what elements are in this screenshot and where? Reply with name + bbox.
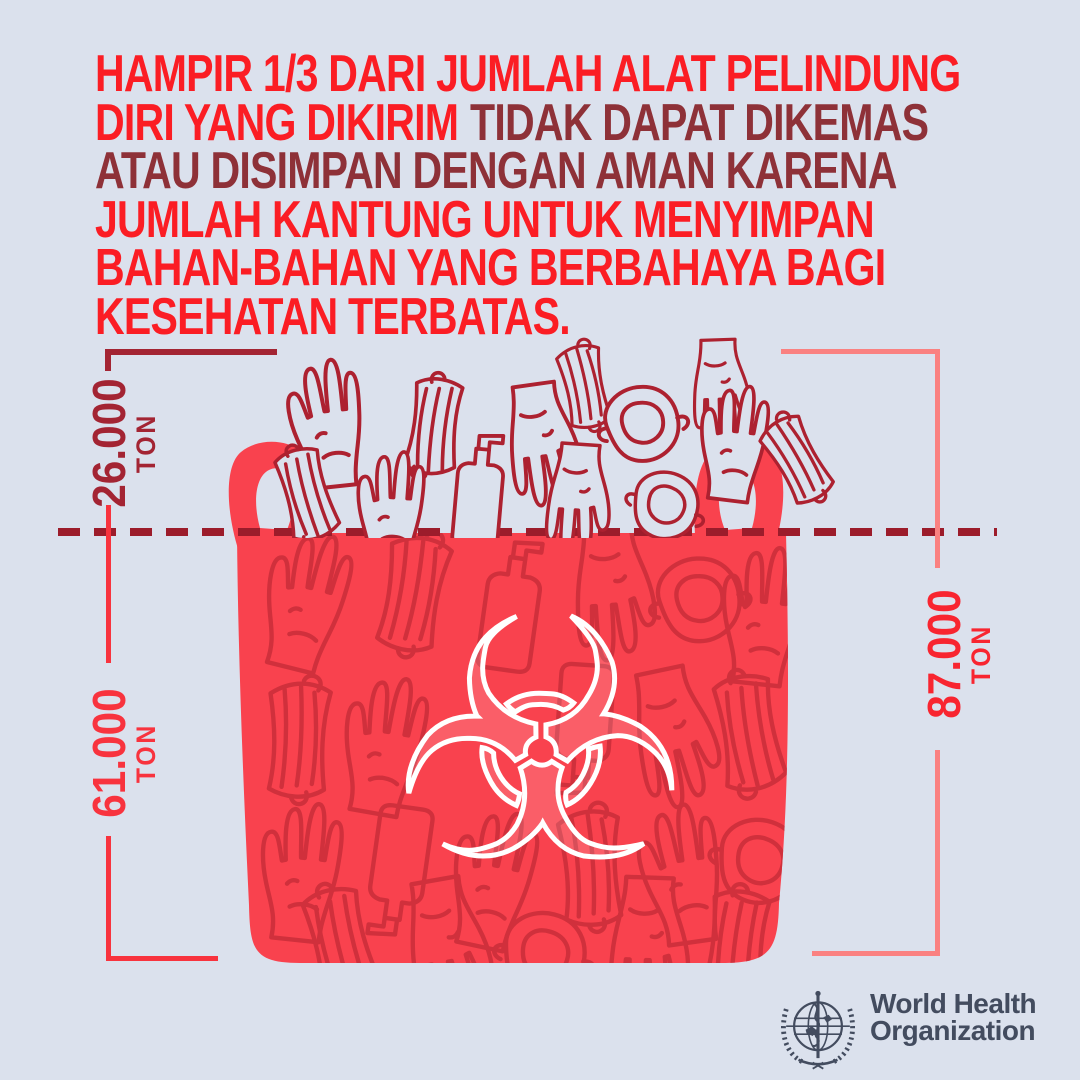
headline-segment: ATAU DISIMPAN DENGAN AMAN KARENA [95, 142, 897, 200]
who-logo-text [870, 988, 1037, 1046]
who-emblem-icon [772, 984, 864, 1072]
biohazard-icon: ☣ [392, 551, 688, 935]
who-logo-line1: World Health [870, 988, 1037, 1019]
measurement-unit: TON [131, 412, 161, 474]
dimension-line-top-left [105, 349, 277, 355]
headline-segment: DIRI YANG DIKIRIM [95, 93, 459, 152]
dimension-line-left-bottom-vertical [106, 836, 111, 958]
who-logo [770, 980, 1060, 1075]
dimension-line-right-bottom-vertical [935, 750, 940, 956]
dimension-line-right-top-horizontal [781, 349, 940, 354]
measurement-value: 26.000 [83, 378, 135, 508]
measurement-unit: TON [966, 623, 996, 685]
dimension-line-left-middle [106, 505, 111, 663]
dimension-line-right-top-vertical [935, 349, 940, 568]
headline-segment: BAHAN-BAHAN YANG BERBAHAYA BAGI [95, 239, 886, 297]
bottle-icon [452, 432, 507, 548]
headline-segment: HAMPIR 1/3 DARI JUMLAH ALAT PELINDUNG [95, 45, 961, 103]
dimension-line-right-bottom-horizontal [812, 951, 940, 956]
dimension-line-left-bottom-horizontal [106, 956, 218, 961]
headline-segment: KESEHATAN TERBATAS. [95, 287, 570, 346]
measurement-value: 61.000 [83, 688, 135, 818]
headline-segment: TIDAK DAPAT DIKEMAS [470, 93, 929, 152]
who-logo-line2: Organization [870, 1014, 1036, 1046]
measurement-value: 87.000 [918, 589, 970, 719]
measurement-label-total [920, 580, 998, 727]
measurement-unit: TON [131, 722, 161, 784]
goggles-icon [590, 377, 695, 471]
measurement-label-overflow [85, 369, 163, 516]
headline-segment: JUMLAH KANTUNG UNTUK MENYIMPAN [95, 190, 874, 249]
measurement-label-stored [85, 679, 163, 826]
